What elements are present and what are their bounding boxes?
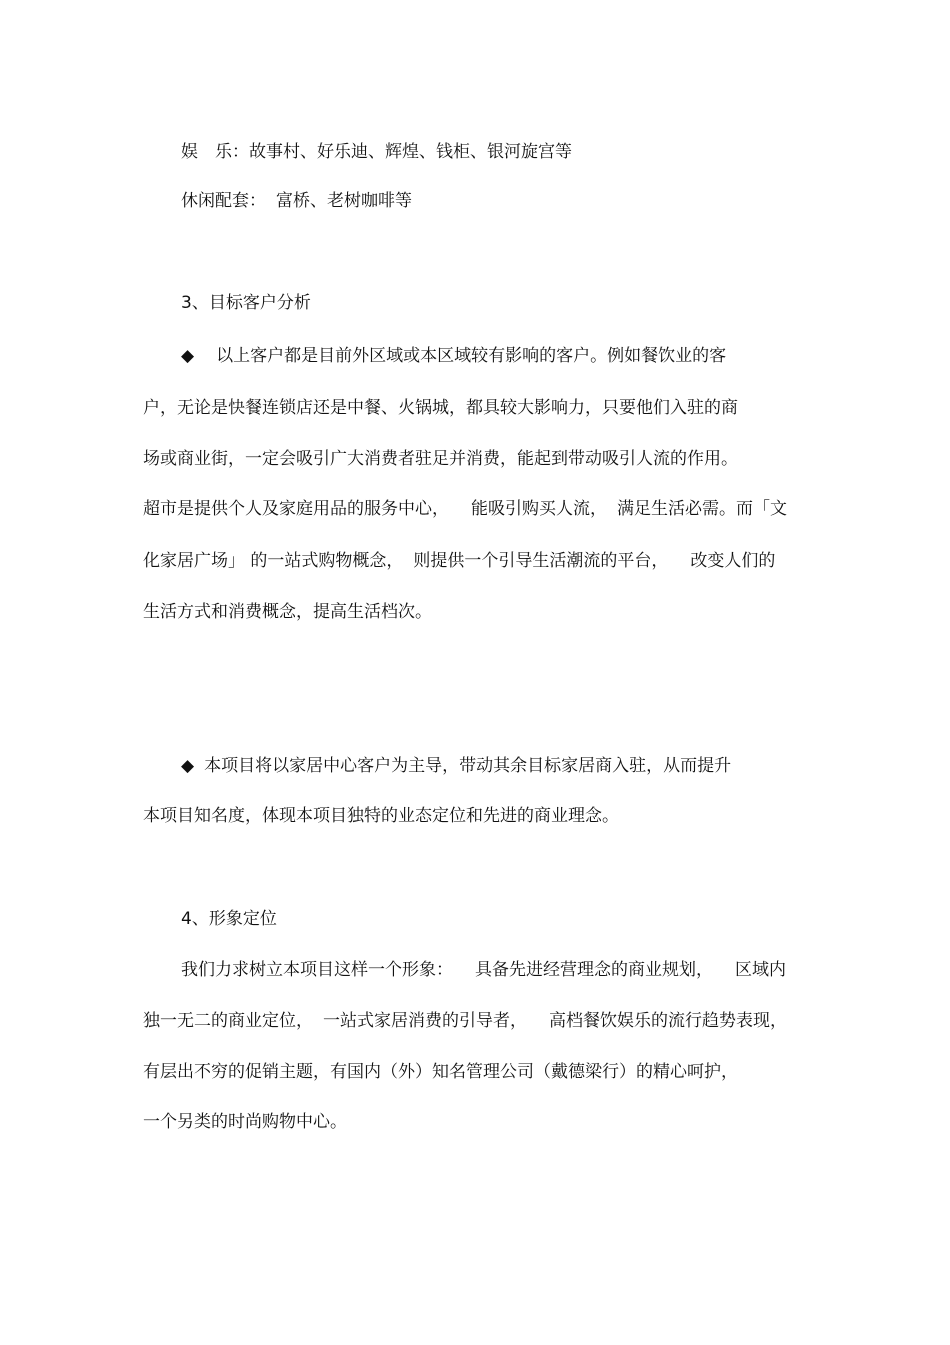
paragraph1-text-5a: 化家居广场」 的一站式购物概念， — [143, 551, 404, 571]
paragraph2-line1 — [181, 754, 731, 778]
paragraph1-text-1: 以上客户都是目前外区域或本区域较有影响的客户。例如餐饮业的客 — [216, 346, 727, 366]
entertainment-label: 娱 乐 — [181, 142, 232, 162]
paragraph1-line6: 生活方式和消费概念，提高生活档次。 — [143, 602, 432, 622]
paragraph3-text-1c: 区域内 — [735, 960, 786, 980]
paragraph3-text-1a: 我们力求树立本项目这样一个形象： — [181, 960, 453, 980]
paragraph2-text-1: 本项目将以家居中心客户为主导，带动其余目标家居商入驻，从而提升 — [204, 756, 732, 776]
paragraph1-text-4b: 能吸引购买人流， — [471, 499, 607, 519]
paragraph3-text-2b: 一站式家居消费的引导者， — [323, 1011, 527, 1031]
paragraph3-line2 — [143, 1009, 787, 1033]
section3-heading: 3、目标客户分析 — [181, 293, 311, 313]
paragraph1-line5 — [143, 549, 775, 573]
paragraph1-text-4c: 满足生活必需。而「文 — [617, 499, 787, 519]
paragraph1-text-5c: 改变人们的 — [690, 551, 776, 571]
paragraph3-line4: 一个另类的时尚购物中心。 — [143, 1112, 347, 1132]
leisure-line — [181, 189, 412, 213]
paragraph3-text-1b: 具备先进经营理念的商业规划， — [475, 960, 713, 980]
paragraph3-text-2a: 独一无二的商业定位， — [143, 1011, 313, 1031]
paragraph1-line3: 场或商业街，一定会吸引广大消费者驻足并消费，能起到带动吸引人流的作用。 — [143, 449, 738, 469]
entertainment-line — [181, 140, 572, 164]
paragraph3-line3: 有层出不穷的促销主题，有国内（外）知名管理公司（戴德梁行）的精心呵护， — [143, 1062, 738, 1082]
paragraph2-line2: 本项目知名度，体现本项目独特的业态定位和先进的商业理念。 — [143, 806, 619, 826]
leisure-label: 休闲配套： — [181, 191, 266, 211]
entertainment-items: ：故事村、好乐迪、辉煌、钱柜、银河旋宫等 — [232, 142, 572, 162]
paragraph1-line1 — [181, 344, 726, 368]
bullet-icon: ◆ — [181, 346, 195, 366]
paragraph1-text-4a: 超市是提供个人及家庭用品的服务中心， — [143, 499, 449, 519]
paragraph3-line1 — [181, 958, 786, 982]
bullet-icon: ◆ — [181, 756, 195, 776]
leisure-items: 富桥、老树咖啡等 — [276, 191, 412, 211]
paragraph3-text-2c: 高档餐饮娱乐的流行趋势表现， — [549, 1011, 787, 1031]
paragraph1-line2: 户，无论是快餐连锁店还是中餐、火锅城，都具较大影响力，只要他们入驻的商 — [143, 398, 738, 418]
section4-heading: 4、形象定位 — [181, 909, 277, 929]
paragraph1-text-5b: 则提供一个引导生活潮流的平台， — [413, 551, 669, 571]
paragraph1-line4 — [143, 497, 787, 521]
